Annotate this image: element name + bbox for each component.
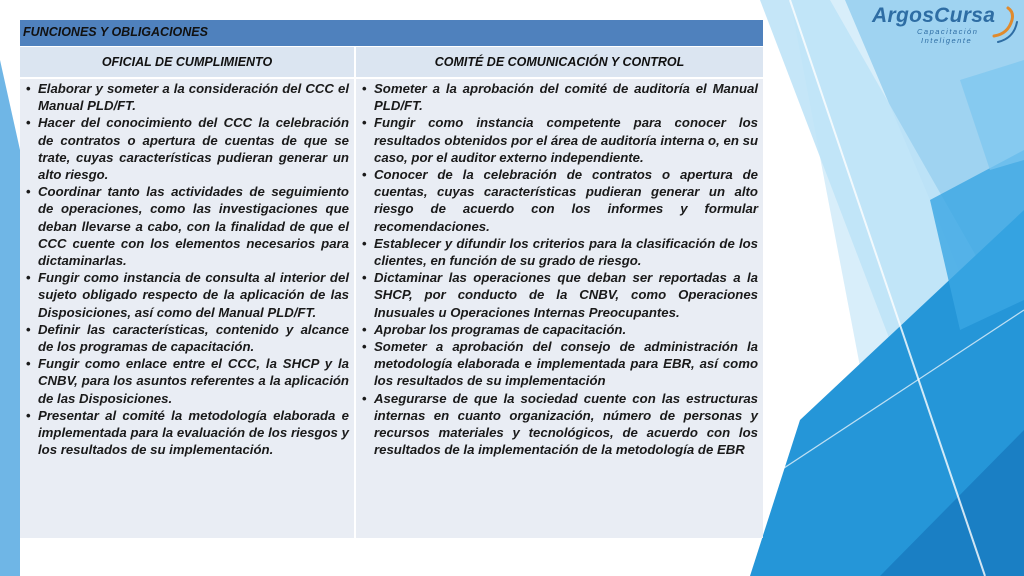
table-header-row: [20, 47, 763, 77]
list-item: • Conocer de la celebración de contratos o apertura de cuentas, cuyas características pudieran generar un alto riesgo de acuerdo con los informes y formular recomendaciones.: [361, 166, 758, 235]
list-item: • Establecer y difundir los criterios para la clasificación de los clientes, en función de su grado de riesgo.: [361, 235, 758, 269]
list-item: • Fungir como instancia competente para conocer los resultados obtenidos por el área de auditoría interna o, en su caso, por el auditor externo independiente.: [361, 114, 758, 166]
oficial-duties-list: [25, 80, 349, 458]
comite-duties-list: [361, 80, 758, 458]
list-item: • Definir las características, contenido y alcance de los programas de capacitación.: [25, 321, 349, 355]
logo-tagline-2: Inteligente: [921, 36, 973, 45]
column-header-comite: COMITÉ DE COMUNICACIÓN Y CONTROL: [434, 55, 685, 69]
logo-swirl-icon: [990, 6, 1020, 46]
list-item: • Someter a la aprobación del comité de auditoría el Manual PLD/FT.: [361, 80, 758, 114]
table-title: FUNCIONES Y OBLIGACIONES: [23, 25, 208, 39]
list-item: • Fungir como enlace entre el CCC, la SHCP y la CNBV, para los asuntos referentes a la aplicación de las Disposiciones.: [25, 355, 349, 407]
column-divider: [354, 79, 356, 538]
list-item: • Aprobar los programas de capacitación.: [361, 321, 758, 338]
list-item: • Someter a aprobación del consejo de administración la metodología elaborada e implementada para EBR, así como los resultados de su implementación: [361, 338, 758, 390]
list-item: • Presentar al comité la metodología elaborada e implementada para la evaluación de los riesgos y los resultados de su implementación.: [25, 407, 349, 459]
list-item: • Dictaminar las operaciones que deban ser reportadas a la SHCP, por conducto de la CNBV, como Operaciones Inusuales u Operaciones Internas Preocupantes.: [361, 269, 758, 321]
column-header-oficial: OFICIAL DE CUMPLIMIENTO: [101, 55, 273, 69]
argoscursa-logo: [872, 4, 1020, 44]
list-item: • Coordinar tanto las actividades de seguimiento de operaciones, como las investigaciones que deban llevarse a cabo, con la finalidad de que el CCC cuente con los elementos necesarios para dictaminarlas.: [25, 183, 349, 269]
table-title-bar: [20, 20, 763, 46]
logo-name: ArgosCursa: [872, 4, 996, 27]
list-item: • Fungir como instancia de consulta al interior del sujeto obligado respecto de la aplicación de las Disposiciones, así como del Manual PLD/FT.: [25, 269, 349, 321]
logo-tagline-1: Capacitación: [917, 27, 979, 36]
list-item: • Hacer del conocimiento del CCC la celebración de contratos o apertura de cuentas de que se trate, cuyas características pudieran generar un alto riesgo.: [25, 114, 349, 183]
column-divider: [354, 47, 356, 77]
list-item: • Asegurarse de que la sociedad cuente con las estructuras internas en cuanto organización, número de personas y recursos materiales y tecnológicos, de acuerdo con los resultados de la implementación de la metodología de EBR: [361, 390, 758, 459]
list-item: • Elaborar y someter a la consideración del CCC el Manual PLD/FT.: [25, 80, 349, 114]
functions-table: [20, 20, 763, 538]
